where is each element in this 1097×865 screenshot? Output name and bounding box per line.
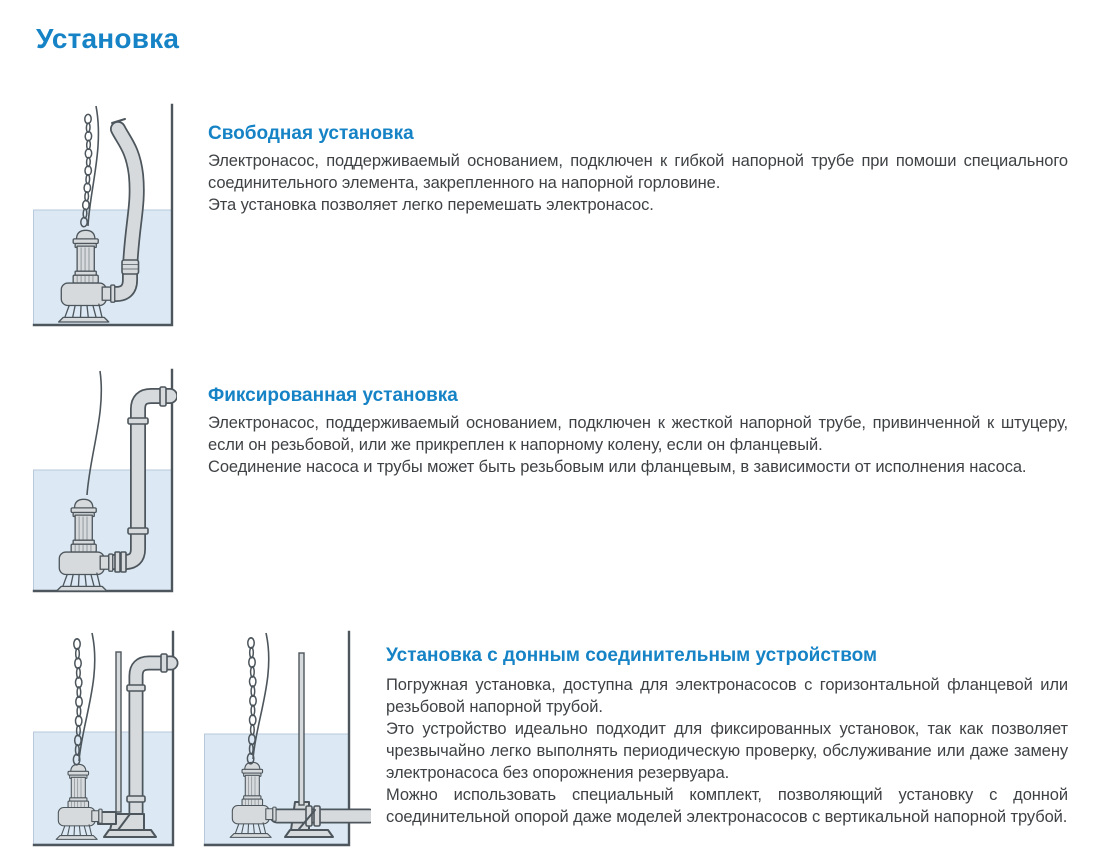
bottom-coupling-horizontal-illustration — [203, 630, 371, 848]
guide-rail — [299, 653, 304, 805]
paragraph: Соединение насоса и трубы может быть резьбовым или фланцевым, в зависимости от исполнения насоса. — [208, 458, 1027, 476]
paragraph: Электронасос, поддерживаемый основанием, подключен к гибкой напорной трубе при помоши специального соединительного элемента, закрепленного на напорной горловине. — [208, 152, 1068, 192]
section-heading-fixed-installation: Фиксированная установка — [208, 385, 458, 406]
paragraph: Погружная установка, доступна для электронасосов с горизонтальной фланцевой или резьбовой напорной трубой. — [386, 676, 1068, 716]
guide-rail — [116, 652, 121, 812]
water-area — [205, 734, 349, 844]
paragraph: Электронасос, поддерживаемый основанием, подключен к жесткой напорной трубе, привинченной к штуцеру, если он резьбовой, или же прикреплен к напорному колену, если он фланцевый. — [208, 414, 1068, 454]
paragraph: Можно использовать специальный комплект, позволяющий установку с донной соединительной опорой даже моделей электронасосов с вертикальной напорной трубой. — [386, 786, 1068, 826]
water-area — [34, 732, 173, 844]
figure-fixed-installation — [32, 368, 177, 596]
figure-bottom-coupling-vertical — [32, 630, 192, 848]
figure-bottom-coupling-horizontal — [203, 630, 371, 848]
water-area — [34, 210, 172, 326]
section-body-fixed-installation — [208, 412, 1068, 478]
section-heading-free-installation: Свободная установка — [208, 123, 414, 144]
figure-free-installation — [32, 103, 177, 328]
bottom-coupling-vertical-illustration — [32, 630, 192, 848]
section-body-bottom-coupling — [386, 674, 1068, 828]
page-title: Установка — [36, 23, 180, 54]
fixed-installation-illustration — [32, 368, 177, 596]
paragraph: Эта установка позволяет легко перемешать электронасос. — [208, 196, 654, 214]
section-heading-bottom-coupling: Установка с донным соединительным устройством — [386, 645, 878, 666]
free-installation-illustration — [32, 103, 177, 328]
section-body-free-installation — [208, 150, 1068, 216]
paragraph: Это устройство идеально подходит для фиксированных установок, так как позволяет чрезвычайно легко выполнять периодическую проверку, обслуживание или даже замену электронасоса без опорожнения резервуара. — [386, 720, 1068, 782]
